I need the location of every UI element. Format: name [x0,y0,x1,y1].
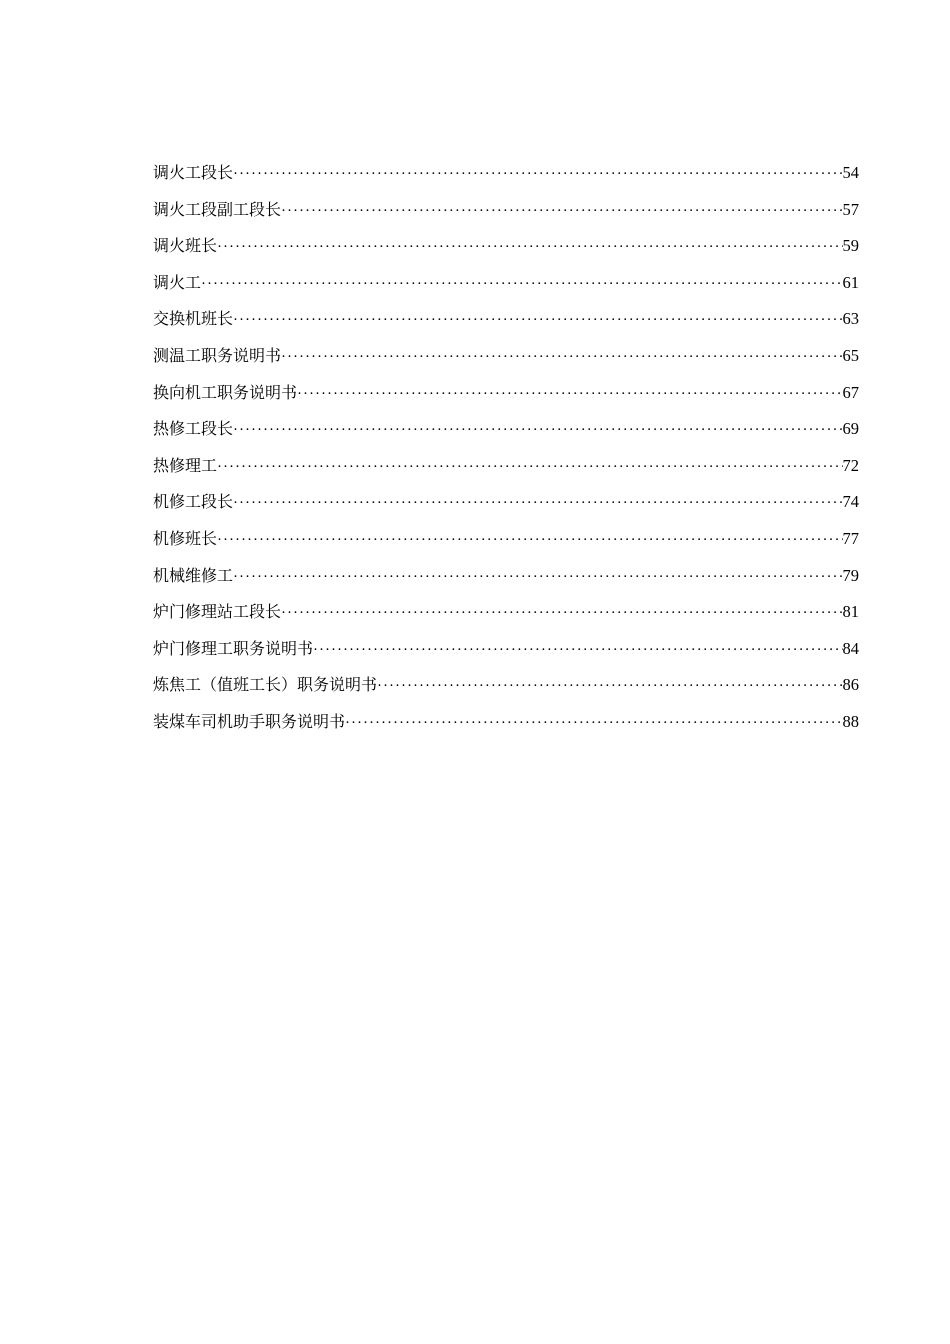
toc-entry[interactable] [153,704,859,741]
toc-entry-page: 57 [842,199,859,219]
toc-entry[interactable] [153,521,859,558]
toc-entry-title: 换向机工职务说明书 [153,382,298,402]
toc-entry-title: 调火班长 [153,236,218,256]
toc-entry-title: 机修工段长 [153,492,234,512]
toc-entry[interactable] [153,192,859,229]
toc-entry[interactable] [153,265,859,302]
toc-entry[interactable] [153,375,859,412]
toc-dot-leader [217,449,842,486]
toc-entry[interactable] [153,558,859,595]
toc-dot-leader [233,485,842,522]
toc-entry-page: 77 [842,528,859,548]
toc-entry[interactable] [153,448,859,485]
toc-dot-leader [217,229,842,266]
toc-entry-page: 79 [842,565,859,585]
toc-dot-leader [233,559,842,596]
toc-entry-page: 54 [842,163,859,182]
toc-entry-title: 热修工段长 [153,419,234,439]
toc-dot-leader [233,156,842,193]
toc-entry-page: 63 [842,309,859,329]
toc-entry-title: 测温工职务说明书 [153,345,282,365]
toc-entry-title: 炉门修理站工段长 [153,602,282,622]
toc-entry-title: 机修班长 [153,528,218,548]
toc-entry-title: 炼焦工（值班工长）职务说明书 [153,675,378,695]
toc-entry[interactable] [153,484,859,521]
toc-dot-leader [233,412,842,449]
toc-entry-page: 88 [842,711,859,731]
toc-dot-leader [297,376,842,413]
toc-entry-title: 交换机班长 [153,309,234,329]
toc-entry[interactable] [153,155,859,192]
toc-entry[interactable] [153,228,859,265]
toc-entry[interactable] [153,338,859,375]
toc-entry-title: 炉门修理工职务说明书 [153,638,314,658]
toc-entry[interactable] [153,411,859,448]
toc-entry-page: 86 [842,675,859,695]
toc-entry-page: 74 [842,492,859,512]
toc-dot-leader [217,522,842,559]
toc-entry-page: 65 [842,345,859,365]
toc-entry-title: 调火工段副工段长 [153,199,282,219]
toc-entry[interactable] [153,594,859,631]
toc-dot-leader [377,668,842,705]
toc-entry-page: 81 [842,602,859,622]
toc-entry-page: 59 [842,236,859,256]
toc-entry-title: 机械维修工 [153,565,234,585]
toc-dot-leader [281,595,842,632]
toc-entry-page: 84 [842,638,859,658]
toc-entry[interactable] [153,631,859,668]
toc-dot-leader [281,339,842,376]
toc-dot-leader [201,266,842,303]
toc-entry-page: 72 [842,455,859,475]
toc-dot-leader [313,632,842,669]
toc-dot-leader [233,302,842,339]
toc-entry-page: 67 [842,382,859,402]
toc-entry-page: 69 [842,419,859,439]
toc-entry-title: 装煤车司机助手职务说明书 [153,711,346,731]
toc-entry[interactable] [153,301,859,338]
toc-entry-title: 热修理工 [153,455,218,475]
toc-entry[interactable] [153,667,859,704]
toc-entry-title: 调火工 [153,272,202,292]
toc-dot-leader [345,705,842,742]
table-of-contents [153,155,859,741]
toc-entry-title: 调火工段长 [153,163,234,182]
toc-entry-page: 61 [842,272,859,292]
toc-dot-leader [281,193,842,230]
